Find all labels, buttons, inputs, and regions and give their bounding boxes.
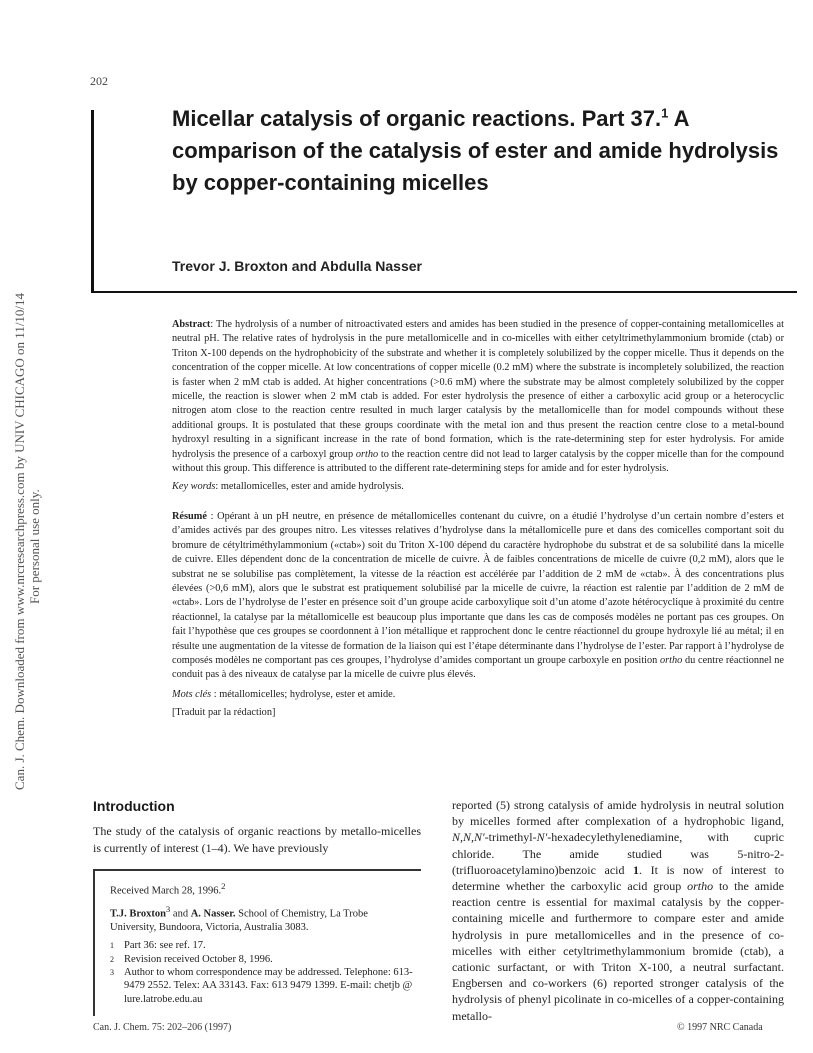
intro-col2-italic-1: N,N,N′ xyxy=(452,830,485,845)
title-footnote-marker: 1 xyxy=(661,105,669,121)
intro-col2-italic-3: ortho xyxy=(687,879,714,894)
footnote-item xyxy=(110,953,415,966)
translation-note: [Traduit par la rédaction] xyxy=(172,707,276,719)
resume-text-end: du centre réactionnel ne conduit pas à des niveaux de catalyse par la micelle de cuivre plus élevés. xyxy=(172,654,785,681)
introduction-column-1: The study of the catalysis of organic reactions by metallo-micelles is currently of interest (1–4). We have previously xyxy=(93,824,421,855)
abstract-block xyxy=(172,318,784,721)
abstract-italic-ortho: ortho xyxy=(355,448,379,460)
abstract-label: Abstract xyxy=(172,319,211,330)
article-authors: Trevor J. Broxton and Abdulla Nasser xyxy=(172,258,422,274)
footnote-item xyxy=(110,939,415,952)
abstract-text-end: to the reaction centre did not lead to larger catalysis by the copper micelle than for the compound without this group. This difference is attributed to the different rate-determining steps for amide and for ester hydrolysis. xyxy=(172,448,785,475)
footnote-text: Revision received October 8, 1996. xyxy=(124,953,273,965)
affiliation-author-2: A. Nasser. xyxy=(190,908,236,920)
resume-label: Résumé xyxy=(172,510,207,522)
keywords-label: Key words xyxy=(172,481,216,493)
affiliation-author-1: T.J. Broxton xyxy=(110,908,166,920)
footer-citation: Can. J. Chem. 75: 202–206 (1997) xyxy=(93,1022,232,1033)
introduction-heading: Introduction xyxy=(93,798,175,814)
received-box-content xyxy=(110,880,415,1006)
received-date: Received March 28, 1996. xyxy=(110,885,222,897)
affiliation-and: and xyxy=(170,908,191,920)
resume-text: : Opérant à un pH neutre, en présence de métallomicelles contenant du cuivre, on a étudié l’hydrolyse d’un certain nombre d’esters et d’amides activés par des groupes nitro. Les vitesses relatives d’hydrolyse dans la métallomicelle pure et dans des comicelles comportant soit du bromure de cétyltriméthylammonium («ctab») soit du Triton X-100 dépend du caractère hydrophobe du substrat et de sa solubilité dans la micelle de cuivre. Elles dépendent donc de la concentration de micelle de cuivre. À de faibles concentrations de micelle de cuivre (0,2 mM), alors que le substrat ne se solubilise pas complètement, la vitesse de la réaction est accélérée par l’addition de 2 mM de «ctab». À des concentrations plus élevées (>0,6 mM), alors que le substrat est pratiquement solubilisé par la micelle de cuivre, la réaction est ralentie par l’addition de 2 mM de «ctab». Lors de l’hydrolyse de l’ester en présence soit d’un groupe acide carboxylique soit d’un atome d’azote hétérocyclique à proximité du centre réactionnel, la catalyse par la métallomicelle est beaucoup plus importante que dans les cas de composés modèles ne portant pas ces groupes. On fait l’hypothèse que ces groupes se coordonnent à l’ion métallique et rapprochent donc le centre réactionnel du groupe hydroxyle lié au métal; il en résulte une augmentation de la vitesse de formation de la liaison qui est l’étape déterminante dans l’hydrolyse de l’ester. Par rapport à l’hydrolyse de composés modèles ne comportant pas ces groupes, l’hydrolyse d’amides comportant un groupe carboxyle en position xyxy=(172,510,784,666)
footer-copyright: © 1997 NRC Canada xyxy=(677,1022,763,1033)
intro-col2-text-b: -trimethyl- xyxy=(484,830,537,845)
abstract-text: : The hydrolysis of a number of nitroactivated esters and amides has been studied in the presence of copper-containing metallomicelles at neutral pH. The relative rates of hydrolysis in the pure metallomicelle and in co-micelles with either cetyltrimethylammonium bromide (ctab) or Triton X-100 depends on the hydrophobicity of the substrate and whether it is completely solubilized by the copper micelle. Thus it depends on the concentration of the copper micelle. At low concentrations of copper micelle (0.2 mM) where the substrate is incompletely solubilized, the reaction is faster when 2 mM ctab is added. At higher concentrations (>0.6 mM) where the substrate may be almost completely solubilized by the copper micelle, the reaction is slower when 2 mM ctab is added. For ester hydrolysis the presence of either a carboxylic acid group or a heterocyclic nitrogen atom close to the reaction centre resulted in much larger catalysis by the metallomicelle than for model compounds without these additional groups. It is postulated that these groups coordinate with the metal ion and thus present the reaction centre close to a metal-bound hydroxyl resulting in a significant increase in the rate of bond formation, which is the rate-determining step for ester hydrolysis. For amide hydrolysis the presence of a carboxyl group xyxy=(172,319,784,460)
intro-col2-italic-2: N′ xyxy=(536,830,548,845)
footnote-number: 3 xyxy=(110,968,114,978)
mots-cles-text: : métallomicelles; hydrolyse, ester et amide. xyxy=(211,688,396,700)
received-line xyxy=(110,880,415,898)
keywords-text: : metallomicelles, ester and amide hydrolysis. xyxy=(215,481,404,493)
affiliation-footnote-marker: 3 xyxy=(165,903,171,914)
footnote-item xyxy=(110,966,415,1006)
footnote-list xyxy=(110,939,415,1006)
watermark-line-2: For personal use only. xyxy=(27,489,42,604)
received-footnote-marker: 2 xyxy=(221,881,226,891)
article-title xyxy=(172,103,792,199)
footnote-text: Author to whom correspondence may be addressed. Telephone: 613-9479 2552. Telex: AA 33143. Fax: 613 9479 1399. E-mail: chetjb @ lure.latrobe.edu.au xyxy=(124,967,413,1005)
affiliation-line xyxy=(110,903,415,934)
title-part-1: Micellar catalysis of organic reactions. Part 37. xyxy=(172,106,662,131)
resume-paragraph xyxy=(172,510,784,683)
introduction-column-2 xyxy=(452,797,784,1024)
title-bottom-rule xyxy=(91,291,797,293)
footnote-number: 2 xyxy=(110,954,114,964)
intro-col2-text-a: reported (5) strong catalysis of amide hydrolysis in neutral solution by micelles formed after complexation of a hydrophobic ligand, xyxy=(452,798,784,829)
keywords-line xyxy=(172,480,784,494)
footnote-text: Part 36: see ref. 17. xyxy=(124,940,206,952)
resume-italic-ortho: ortho xyxy=(659,654,683,666)
title-part-2: A comparison of the catalysis of ester and amide hydrolysis by copper-containing micelles xyxy=(172,106,779,195)
intro-col2-text-d: . It is now of interest to determine whether the carboxylic acid group xyxy=(452,862,784,894)
footnote-number: 1 xyxy=(110,941,114,951)
mots-cles-line xyxy=(172,688,784,702)
affiliation-address: School of Chemistry, La Trobe University, Bundoora, Victoria, Australia 3083. xyxy=(110,908,368,933)
mots-cles-label: Mots clés xyxy=(172,688,212,700)
page-number: 202 xyxy=(90,74,108,88)
intro-col2-text-e: to the amide reaction centre is essential for maximal catalysis by the copper-containing micelle and furthermore to compare ester and amide hydrolysis in pure metallomicelles and in the presence of co-micelles with either cetyltrimethylammonium bromide (ctab), a cationic surfactant, or with Triton X-100, a neutral surfactant. Engbersen and co-workers (6) reported stronger catalysis of the hydrolysis of phenyl picolinate in co-micelles of a copper-containing metallo- xyxy=(452,879,784,1023)
abstract-paragraph xyxy=(172,318,784,476)
intro-col2-compound-number: 1 xyxy=(633,862,640,877)
intro-col2-text-c: -hexadecylethylenediamine, with cupric chloride. The amide studied was 5-nitro-2-(trifluoroacetylamino)benzoic acid xyxy=(452,830,784,877)
title-vertical-rule xyxy=(91,110,94,293)
